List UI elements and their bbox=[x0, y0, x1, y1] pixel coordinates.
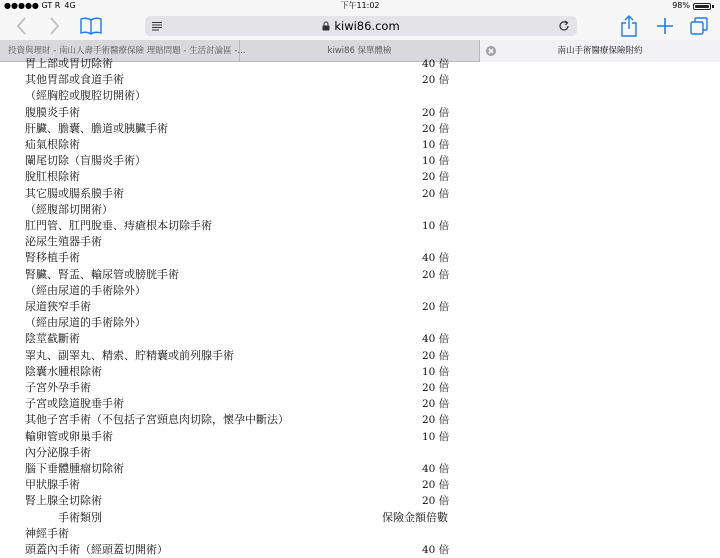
multiplier-value: 10 倍 bbox=[422, 365, 450, 378]
table-row bbox=[0, 331, 720, 347]
surgery-name: 腎臟、腎盂、輸尿管或膀胱手術 bbox=[25, 267, 179, 281]
table-row bbox=[0, 461, 720, 477]
multiplier-value: 20 倍 bbox=[422, 122, 450, 135]
table-row bbox=[0, 105, 720, 121]
surgery-name: 疝氣根除術 bbox=[25, 138, 80, 151]
surgery-name: 脫肛根除術 bbox=[25, 170, 80, 184]
browser-toolbar bbox=[0, 12, 720, 40]
table-row bbox=[0, 364, 720, 380]
multiplier-value: 20 倍 bbox=[422, 268, 450, 281]
multiplier-value: 20 倍 bbox=[422, 398, 450, 411]
surgery-name: 甲狀腺手術 bbox=[25, 478, 80, 492]
tab-3-label: 南山手術醫療保險附約 bbox=[557, 46, 643, 56]
table-row bbox=[0, 218, 720, 234]
multiplier-value: 10 倍 bbox=[422, 155, 450, 168]
table-row bbox=[0, 526, 720, 542]
clock: 下午11:02 bbox=[340, 1, 380, 10]
table-row bbox=[0, 299, 720, 315]
table-row bbox=[0, 542, 720, 558]
multiplier-value: 20 倍 bbox=[422, 106, 450, 119]
table-row bbox=[0, 56, 720, 72]
surgery-name: 陰囊水腫根除術 bbox=[25, 364, 102, 378]
surgery-name: 腎上腺全切除術 bbox=[25, 494, 102, 508]
table-row bbox=[0, 267, 720, 283]
table-row bbox=[0, 153, 720, 169]
table-row bbox=[0, 72, 720, 88]
table-row bbox=[0, 477, 720, 493]
table-row bbox=[0, 88, 720, 104]
url-text: kiwi86.com bbox=[334, 19, 400, 33]
tabs-overview-icon[interactable] bbox=[686, 15, 712, 37]
table-row bbox=[0, 380, 720, 396]
table-row bbox=[0, 186, 720, 202]
surgery-name: （經由尿道的手術除外） bbox=[25, 316, 146, 330]
surgery-name: 肛門管、肛門脫垂、痔瘡根本切除手術 bbox=[25, 219, 212, 232]
carrier-signal: ●●●●● GT R bbox=[4, 1, 61, 10]
table-row bbox=[0, 137, 720, 153]
multiplier-value: 40 倍 bbox=[422, 333, 450, 346]
table-row bbox=[0, 202, 720, 218]
surgery-name: 肝臟、膽囊、膽道或胰臟手術 bbox=[25, 121, 168, 135]
surgery-name: 神經手術 bbox=[25, 526, 69, 540]
table-row bbox=[0, 445, 720, 461]
multiplier-value: 20 倍 bbox=[422, 74, 450, 87]
address-bar[interactable] bbox=[145, 16, 577, 36]
multiplier-value: 20 倍 bbox=[422, 171, 450, 184]
share-icon[interactable] bbox=[616, 15, 642, 37]
page-content bbox=[0, 57, 720, 556]
close-tab-icon[interactable] bbox=[486, 46, 496, 56]
surgery-name: （經腹部切開術） bbox=[25, 202, 113, 216]
reload-icon[interactable] bbox=[558, 20, 570, 32]
multiplier-value: 40 倍 bbox=[422, 463, 450, 475]
battery-icon bbox=[693, 3, 711, 10]
table-row bbox=[0, 315, 720, 331]
surgery-name: 其他子宮手術（不包括子宮頸息肉切除，懷孕中斷法） bbox=[25, 413, 289, 427]
forward-icon[interactable] bbox=[44, 15, 64, 37]
surgery-name: 輸卵管或卵巢手術 bbox=[25, 429, 113, 443]
surgery-name: 頭蓋內手術（經頭蓋切開術） bbox=[25, 543, 168, 556]
header-multiplier: 保險金額倍數 bbox=[382, 510, 448, 524]
multiplier-value: 40 倍 bbox=[422, 544, 450, 556]
surgery-name: 腦下垂體腫瘤切除術 bbox=[25, 462, 124, 475]
table-row bbox=[0, 396, 720, 412]
multiplier-value: 20 倍 bbox=[422, 349, 450, 362]
surgery-name: 子宮或陰道脫垂手術 bbox=[25, 397, 124, 411]
tab-2-label: kiwi86 保單體檢 bbox=[327, 46, 392, 56]
table-row bbox=[0, 250, 720, 266]
table-row bbox=[0, 283, 720, 299]
surgery-name: （經胸腔或腹腔切開術） bbox=[25, 89, 146, 103]
back-icon[interactable] bbox=[12, 15, 32, 37]
surgery-name: 胃上部或胃切除術 bbox=[25, 57, 113, 70]
surgery-name: 陰莖截斷術 bbox=[25, 332, 80, 346]
surgery-name: 內分泌腺手術 bbox=[25, 445, 91, 459]
surgery-name: 闌尾切除（盲腸炎手術） bbox=[25, 154, 146, 168]
table-row bbox=[0, 348, 720, 364]
surgery-name: 睪丸、副睪丸、精索、貯精囊或前列腺手術 bbox=[25, 348, 234, 362]
header-category: 手術類別 bbox=[58, 510, 102, 524]
surgery-name: 子宮外孕手術 bbox=[25, 381, 91, 394]
surgery-name: 其它腸或腸系膜手術 bbox=[25, 186, 124, 200]
table-row bbox=[0, 412, 720, 428]
tab-1-label: 投資與理財 - 南山人壽手術醫療保險 理賠問題 - 生活討論區 -... bbox=[8, 46, 246, 56]
status-bar bbox=[0, 0, 720, 12]
new-tab-icon[interactable] bbox=[652, 15, 678, 37]
table-row bbox=[0, 169, 720, 185]
multiplier-value: 10 倍 bbox=[422, 430, 450, 443]
multiplier-value: 10 倍 bbox=[422, 220, 450, 232]
network-type: 4G bbox=[64, 1, 76, 10]
surgery-name: 泌尿生殖器手術 bbox=[25, 235, 102, 249]
multiplier-value: 20 倍 bbox=[422, 301, 450, 313]
multiplier-value: 10 倍 bbox=[422, 139, 450, 151]
battery-percent: 98% bbox=[672, 1, 690, 10]
multiplier-value: 40 倍 bbox=[422, 252, 450, 265]
table-row bbox=[0, 121, 720, 137]
multiplier-value: 40 倍 bbox=[422, 58, 450, 70]
table-row bbox=[0, 429, 720, 445]
bookmarks-icon[interactable] bbox=[78, 15, 104, 37]
table-row bbox=[0, 234, 720, 250]
multiplier-value: 20 倍 bbox=[422, 414, 450, 427]
multiplier-value: 20 倍 bbox=[422, 495, 450, 508]
surgery-name: 其他胃部或食道手術 bbox=[25, 73, 124, 87]
multiplier-value: 20 倍 bbox=[422, 479, 450, 492]
surgery-name: 尿道狹窄手術 bbox=[25, 300, 91, 313]
multiplier-value: 20 倍 bbox=[422, 187, 450, 200]
multiplier-value: 20 倍 bbox=[422, 382, 450, 394]
surgery-name: （經由尿道的手術除外） bbox=[25, 283, 146, 297]
table-row bbox=[0, 493, 720, 509]
lock-icon bbox=[322, 21, 330, 31]
surgery-name: 腹膜炎手術 bbox=[25, 105, 80, 119]
table-header-row bbox=[0, 510, 720, 526]
surgery-name: 腎移植手術 bbox=[25, 251, 80, 265]
